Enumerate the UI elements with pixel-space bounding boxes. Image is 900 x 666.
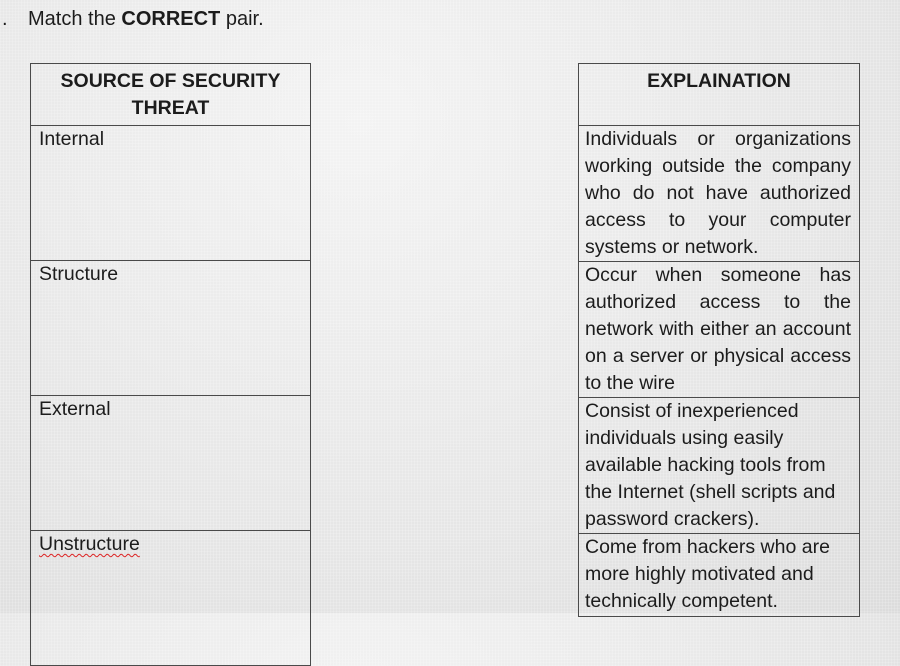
source-table <box>30 63 311 666</box>
question-text <box>28 8 264 31</box>
source-cell-structure: Structure <box>31 261 311 396</box>
question-number: . <box>2 8 8 30</box>
question-prefix: Match the <box>28 8 122 30</box>
question-emphasis: CORRECT <box>121 8 221 30</box>
explanation-cell-1: Individuals or organizations working outside the company who do not have authorized access to your computer systems or network. <box>579 126 860 262</box>
source-cell-unstructure <box>31 531 311 666</box>
source-cell-internal: Internal <box>31 126 311 261</box>
source-cell-external: External <box>31 396 311 531</box>
explanation-cell-2: Occur when someone has authorized access to the network with either an account on a server or physical access to the wire <box>579 262 860 398</box>
explanation-table <box>578 63 860 617</box>
explanation-cell-4: Come from hackers who are more highly motivated and technically competent. <box>579 534 860 617</box>
question-suffix: pair. <box>220 8 264 30</box>
source-header: SOURCE OF SECURITY THREAT <box>31 64 311 126</box>
spellcheck-underlined-text: Unstructure <box>39 533 140 555</box>
explanation-header: EXPLAINATION <box>579 64 860 126</box>
explanation-cell-3: Consist of inexperienced individuals using easily available hacking tools from the Internet (shell scripts and password crackers). <box>579 398 860 534</box>
